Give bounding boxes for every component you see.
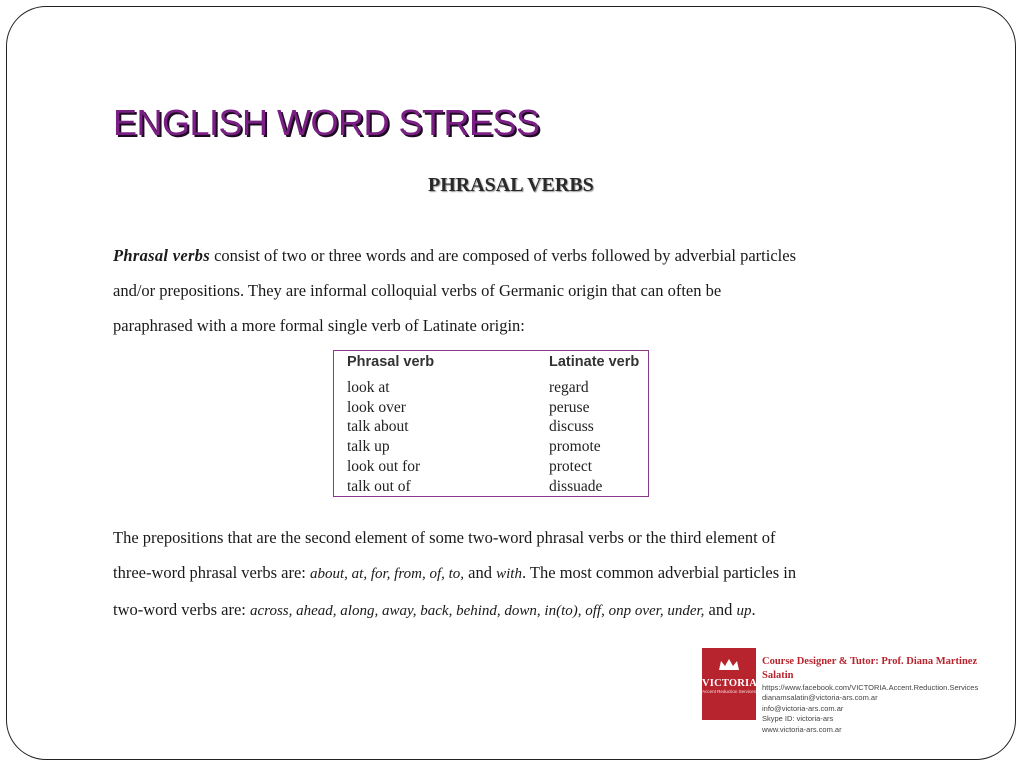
table-cell-phrasal: talk about (347, 418, 409, 436)
table-cell-latinate: peruse (549, 398, 590, 416)
prep-and-2: and (704, 600, 737, 619)
table-cell-phrasal: talk up (347, 438, 390, 456)
prep-period: . (751, 600, 756, 619)
table-cell-latinate: promote (549, 438, 601, 456)
victoria-logo (702, 648, 756, 720)
email-link[interactable]: dianamsalatin@victoria-ars.com.ar (762, 693, 878, 703)
slide-subtitle: PHRASAL VERBS (428, 174, 594, 196)
slide-title: ENGLISH WORD STRESS (113, 102, 540, 143)
crown-icon (718, 658, 740, 672)
table-cell-phrasal: look at (347, 379, 390, 396)
table-cell-phrasal: look out for (347, 457, 421, 475)
intro-text: consist of two or three words and are composed of verbs followed by adverbial particles and/or prepositions. They are informal colloquial verbs of Germanic origin that can often be paraphrased with a more formal single verb of Latinate origin: (113, 246, 796, 335)
skype-id: Skype ID: victoria-ars (762, 714, 834, 724)
logo-brand-text: VICTORIA (702, 678, 758, 689)
intro-paragraph (113, 238, 803, 343)
prep-list-2: across, ahead, along, away, back, behind, down, in(to), off, onp over, under, (250, 603, 705, 619)
table-cell-phrasal: talk out of (347, 477, 411, 495)
table-header-phrasal: Phrasal verb (347, 354, 435, 370)
prep-with: with (496, 566, 522, 582)
prep-and-1: and (464, 563, 497, 582)
phrasal-verb-column (347, 378, 420, 496)
footer-branding (702, 648, 1002, 734)
table-cell-latinate: protect (549, 457, 593, 475)
info-email-link[interactable]: info@victoria-ars.com.ar (762, 703, 844, 713)
table-cell-latinate: dissuade (549, 477, 603, 495)
table-cell-latinate: discuss (549, 418, 594, 436)
website-link[interactable]: www.victoria-ars.com.ar (762, 724, 842, 734)
prep-up: up (736, 603, 752, 619)
latinate-verb-column (549, 378, 602, 496)
table-cell-latinate: regard (549, 379, 589, 396)
verb-table (333, 350, 649, 497)
facebook-link[interactable]: https://www.facebook.com/VICTORIA.Accent.Reduction.Services (762, 683, 979, 692)
credits (762, 655, 1002, 735)
table-cell-phrasal: look over (347, 398, 406, 416)
logo-tagline: Accent Reduction Services (702, 689, 756, 694)
table-header-latinate: Latinate verb (549, 354, 640, 370)
prepositions-paragraph (113, 520, 803, 629)
prep-text-1: The prepositions that are the second element of some two-word phrasal verbs or the third element of three-word phrasal verbs are: (113, 528, 776, 582)
prep-text-2: . The most common adverbial particles in two-word verbs are: (113, 563, 797, 619)
prep-list-1: about, at, for, from, of, to, (310, 566, 465, 582)
intro-term: Phrasal verbs (113, 246, 210, 265)
course-designer: Course Designer & Tutor: Prof. Diana Martinez Salatin (762, 656, 978, 681)
